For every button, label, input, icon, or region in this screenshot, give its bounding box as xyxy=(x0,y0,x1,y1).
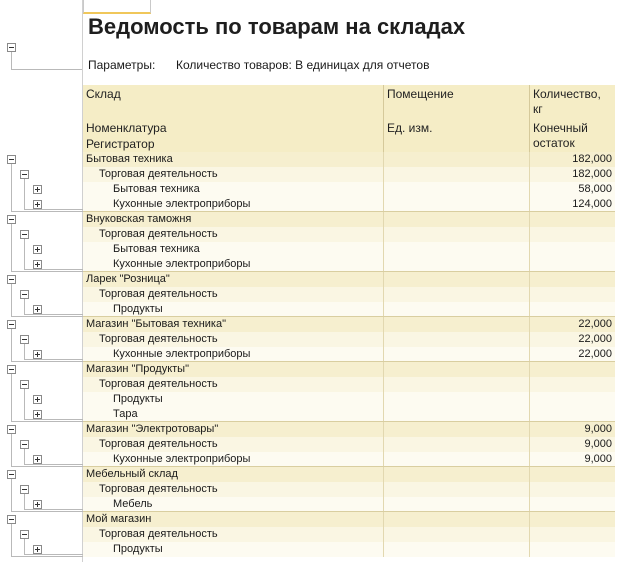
row-room xyxy=(384,242,530,257)
header-room: Помещение xyxy=(384,85,530,119)
table-row[interactable] xyxy=(83,152,615,167)
expand-icon[interactable] xyxy=(33,350,42,359)
collapse-icon[interactable] xyxy=(20,380,29,389)
collapse-icon[interactable] xyxy=(20,440,29,449)
report-rows xyxy=(83,152,615,557)
expand-icon[interactable] xyxy=(33,410,42,419)
table-row[interactable] xyxy=(83,271,615,287)
row-room xyxy=(384,317,530,332)
expand-icon[interactable] xyxy=(33,395,42,404)
row-quantity: 182,000 xyxy=(572,153,612,165)
row-name: Бытовая техника xyxy=(83,242,384,257)
row-room xyxy=(384,542,530,557)
header-unit: Ед. изм. xyxy=(384,119,530,135)
row-name: Внуковская таможня xyxy=(83,212,384,227)
table-row[interactable] xyxy=(83,511,615,527)
table-row[interactable] xyxy=(83,227,615,242)
params-value: Количество товаров: В единицах для отчетов xyxy=(176,58,430,72)
row-room xyxy=(384,272,530,287)
row-room xyxy=(384,452,530,467)
table-row[interactable] xyxy=(83,527,615,542)
expand-icon[interactable] xyxy=(33,500,42,509)
expand-icon[interactable] xyxy=(33,260,42,269)
row-name: Продукты xyxy=(83,392,384,407)
row-name: Магазин "Бытовая техника" xyxy=(83,317,384,332)
expand-icon[interactable] xyxy=(33,245,42,254)
table-row[interactable] xyxy=(83,497,615,512)
expand-icon[interactable] xyxy=(33,200,42,209)
row-quantity xyxy=(530,287,615,302)
expand-icon[interactable] xyxy=(33,455,42,464)
collapse-icon[interactable] xyxy=(7,155,16,164)
row-quantity: 124,000 xyxy=(572,198,612,210)
expand-icon[interactable] xyxy=(33,305,42,314)
row-quantity: 22,000 xyxy=(578,333,612,345)
table-row[interactable] xyxy=(83,482,615,497)
row-quantity: 22,000 xyxy=(578,348,612,360)
row-name: Магазин "Продукты" xyxy=(83,362,384,377)
collapse-icon[interactable] xyxy=(7,215,16,224)
table-row[interactable] xyxy=(83,182,615,197)
collapse-icon[interactable] xyxy=(7,515,16,524)
row-name: Торговая деятельность xyxy=(83,527,384,542)
table-row[interactable] xyxy=(83,361,615,377)
collapse-icon[interactable] xyxy=(7,470,16,479)
row-room xyxy=(384,482,530,497)
row-room xyxy=(384,497,530,512)
active-cell[interactable] xyxy=(83,0,151,14)
row-name: Торговая деятельность xyxy=(83,482,384,497)
row-name: Торговая деятельность xyxy=(83,287,384,302)
row-name: Кухонные электроприборы xyxy=(83,197,384,212)
row-name: Магазин "Электротовары" xyxy=(83,422,384,437)
row-room xyxy=(384,227,530,242)
report-title: Ведомость по товарам на складах xyxy=(88,14,466,39)
row-name: Тара xyxy=(83,407,384,422)
row-room xyxy=(384,377,530,392)
row-name: Продукты xyxy=(83,542,384,557)
table-row[interactable] xyxy=(83,437,615,452)
row-room xyxy=(384,347,530,362)
header-end-balance: Конечный остаток xyxy=(533,121,588,150)
row-room xyxy=(384,257,530,272)
collapse-icon[interactable] xyxy=(20,290,29,299)
row-room xyxy=(384,332,530,347)
expand-icon[interactable] xyxy=(33,545,42,554)
header-warehouse: Склад xyxy=(83,85,384,119)
row-quantity xyxy=(530,527,615,542)
report-sheet xyxy=(83,0,620,562)
params-label: Параметры: xyxy=(88,58,156,72)
row-quantity xyxy=(530,392,615,407)
row-room xyxy=(384,167,530,182)
row-room xyxy=(384,362,530,377)
row-room xyxy=(384,182,530,197)
table-row[interactable] xyxy=(83,287,615,302)
row-name: Бытовая техника xyxy=(83,152,384,167)
table-row[interactable] xyxy=(83,197,615,212)
row-name: Торговая деятельность xyxy=(83,332,384,347)
row-quantity xyxy=(530,272,615,287)
row-quantity xyxy=(530,257,615,272)
row-name: Торговая деятельность xyxy=(83,227,384,242)
row-room xyxy=(384,152,530,167)
collapse-icon[interactable] xyxy=(20,335,29,344)
table-row[interactable] xyxy=(83,466,615,482)
table-row[interactable] xyxy=(83,392,615,407)
row-room xyxy=(384,407,530,422)
row-quantity: 22,000 xyxy=(578,318,612,330)
expand-icon[interactable] xyxy=(33,185,42,194)
row-quantity: 9,000 xyxy=(584,453,612,465)
row-name: Торговая деятельность xyxy=(83,437,384,452)
row-name: Кухонные электроприборы xyxy=(83,452,384,467)
row-quantity xyxy=(530,212,615,227)
row-quantity xyxy=(530,482,615,497)
report-parameters xyxy=(88,58,429,72)
row-name: Мебельный склад xyxy=(83,467,384,482)
collapse-icon[interactable] xyxy=(7,425,16,434)
row-room xyxy=(384,422,530,437)
row-name: Мой магазин xyxy=(83,512,384,527)
row-name: Кухонные электроприборы xyxy=(83,347,384,362)
row-quantity: 182,000 xyxy=(572,168,612,180)
table-header xyxy=(83,85,615,152)
row-name: Ларек "Розница" xyxy=(83,272,384,287)
row-quantity xyxy=(530,542,615,557)
table-row[interactable] xyxy=(83,167,615,182)
row-room xyxy=(384,302,530,317)
row-name: Кухонные электроприборы xyxy=(83,257,384,272)
row-quantity xyxy=(530,512,615,527)
row-quantity: 58,000 xyxy=(578,183,612,195)
table-row[interactable] xyxy=(83,302,615,317)
row-room xyxy=(384,287,530,302)
table-row[interactable] xyxy=(83,452,615,467)
header-item: Номенклатура xyxy=(83,119,384,135)
row-room xyxy=(384,512,530,527)
collapse-icon[interactable] xyxy=(7,320,16,329)
row-quantity xyxy=(530,362,615,377)
row-quantity: 9,000 xyxy=(584,423,612,435)
row-name: Мебель xyxy=(83,497,384,512)
table-row[interactable] xyxy=(83,257,615,272)
outline-gutter xyxy=(0,0,83,562)
row-room xyxy=(384,467,530,482)
table-row[interactable] xyxy=(83,211,615,227)
row-name: Бытовая техника xyxy=(83,182,384,197)
collapse-icon[interactable] xyxy=(20,170,29,179)
table-row[interactable] xyxy=(83,316,615,332)
table-row[interactable] xyxy=(83,242,615,257)
row-room xyxy=(384,392,530,407)
table-row[interactable] xyxy=(83,377,615,392)
row-quantity xyxy=(530,377,615,392)
row-name: Торговая деятельность xyxy=(83,377,384,392)
row-name: Торговая деятельность xyxy=(83,167,384,182)
header-registrar: Регистратор xyxy=(83,135,384,152)
row-quantity xyxy=(530,302,615,317)
row-quantity xyxy=(530,467,615,482)
collapse-icon[interactable] xyxy=(7,365,16,374)
table-row[interactable] xyxy=(83,542,615,557)
row-quantity xyxy=(530,242,615,257)
collapse-icon[interactable] xyxy=(20,230,29,239)
row-quantity xyxy=(530,227,615,242)
row-room xyxy=(384,197,530,212)
table-row[interactable] xyxy=(83,421,615,437)
row-quantity: 9,000 xyxy=(584,438,612,450)
row-quantity xyxy=(530,497,615,512)
collapse-report-icon[interactable] xyxy=(7,43,16,52)
table-row[interactable] xyxy=(83,407,615,422)
table-row[interactable] xyxy=(83,347,615,362)
row-quantity xyxy=(530,407,615,422)
collapse-icon[interactable] xyxy=(7,275,16,284)
row-room xyxy=(384,212,530,227)
table-row[interactable] xyxy=(83,332,615,347)
row-room xyxy=(384,437,530,452)
collapse-icon[interactable] xyxy=(20,530,29,539)
collapse-icon[interactable] xyxy=(20,485,29,494)
row-room xyxy=(384,527,530,542)
header-quantity: Количество, кг xyxy=(533,87,601,116)
row-name: Продукты xyxy=(83,302,384,317)
